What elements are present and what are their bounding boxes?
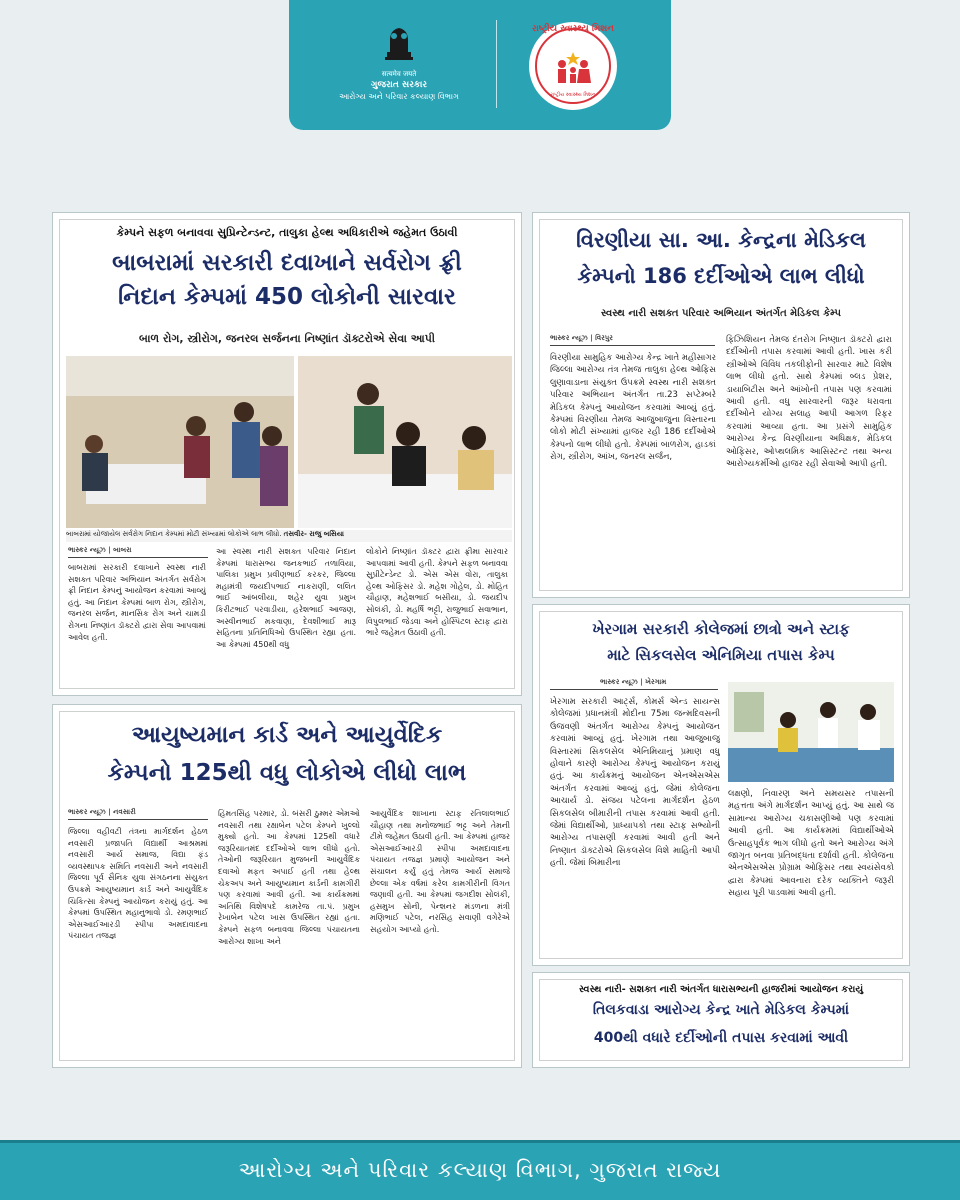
footer-banner: [0, 1140, 960, 1200]
article-navsari-column-2: હિંમતસિંહ પરમાર, ડો. બંસરી ઠુમ્મર એમઓ નવસારી તથા રક્ષાબેન પટેલ કેમ્પને ખુલ્લો મુક્યો હતો. આ કેમ્પમાં 125થી વધારે જરૂરિયાતમંદ દર્દીઓએ લાભ લીધો હતો. તેઓની જરૂરિયાત મુજબની આયુર્વેદિક દવાઓ મફત અપાઈ હતી તથા હેલ્થ ચેકઅપ અને આયુષ્યમાન કાર્ડની કામગીરી પણ કરવામાં આવી હતી. આ કાર્યક્રમમાં અતિથિ વિશેષપદે કામરેજ તા.પં. પ્રમુખ રેખાબેન પટેલ ખાસ ઉપસ્થિત રહ્યાં હતા. કેમ્પને સફળ બનાવવા જિલ્લા પંચાયતના આરોગ્ય શાખા અને: [218, 809, 360, 946]
article-babra-headline-1: બાબરામાં સરકારી દવાખાને સર્વરોગ ફ્રી: [112, 250, 462, 276]
article-navsari-headline-1: આયુષ્યમાન કાર્ડ અને આયુર્વેદિક: [131, 722, 443, 748]
article-viraniya-column-2: ફિઝિશિયન તેમજ દંતરોગ નિષ્ણાત ડૉક્ટરો દ્વારા દર્દીઓની તપાસ કરવામાં આવી હતી. ખાસ કરી સ્ત્રીઓએ વિવિધ તકલીફોની સારવાર માટે વિશેષ લાભ લીધો હતો. સાથે કેમ્પમાં બ્લડ પ્રેશર, ડાયાબિટીસ અને આંખોની તપાસ પણ કરવામાં આવી હતી. વધુ સારવારની જરૂર ધરાવતા દર્દીઓને યોગ્ય સલાહ આપી આગળ રિફર કરવામાં આવ્યા હતા. આ પ્રસંગે સામુહિક આરોગ્ય કેન્દ્ર વિરણીયાના અધિક્ષક, મેડિકલ ઓફિસર, ઓપ્થલમિક આસિસ્ટન્ટ તથા અન્ય આરોગ્યકર્મીઓ હાજર રહી સેવાઓ આપી હતી.: [726, 335, 892, 470]
article-navsari-byline-rule: [68, 819, 208, 820]
camp-registration-photo: [66, 356, 294, 528]
article-babra-photo-caption: [66, 530, 512, 542]
article-babra-column-3: લોકોને નિષ્ણાંત ડૉક્ટર દ્વારા ફ્રીમા સારવાર આપવામાં આવી હતી. કેમ્પને સફળ બનાવવા સુપ્રીટેન્ડેન્ટ ડો. એસ એસ વોરા, તાલુકા હેલ્થ ઓફિસર ડો. મહેશ ગોહેલ, ડો. મોહિત ચૌહાણ, મહેશભાઈ બસીયા, ડો. જયદીપ સોલંકી, ડો. મહર્ષિ ભટ્ટી, રાજુભાઈ સવાભાન, વિપુલભાઈ જેડવા અને હોસ્પિટલ સ્ટાફ દ્વારા ભારે જહેમત ઉઠાવી હતી.: [366, 547, 508, 638]
article-khergam-byline: ભાસ્કર ન્યૂઝ | ખેરગામ: [600, 678, 667, 686]
nhm-logo-subtitle: રાષ્ટ્રીય સ્વાસ્થ્ય મિશન: [550, 92, 596, 98]
article-babra-subheadline: બાળ રોગ, સ્ત્રીરોગ, જનરલ સર્જનના નિષ્ણાંત ડૉક્ટરોએ સેવા આપી: [138, 332, 435, 345]
article-navsari-column-1: જિલ્લા વહીવટી તંત્રના માર્ગદર્શન હેઠળ નવસારી પ્રજાપતિ વિદ્યાર્થી આશ્રમમાં નવસારી આર્ય સમાજ, વિદ્યા ફંડ વ્યવસ્થાપક સમિતિ નવસારી અને નવસારી જિલ્લા પૂર્વ સૈનિક યુવા સંગઠનના સંયુક્ત ઉપક્રમે આયુષ્યમાન કાર્ડ અને આયુર્વેદિક ચિકિત્સા કેમ્પનું આયોજન કરાયું હતું. આ કેમ્પમાં ઉપસ્થિત મહાનુભાવો ડો. રમણભાઈ એસઆઈઆરડી સ્પીપા અમદાવાદના પંચાયત તજજ્ઞ: [68, 827, 208, 941]
article-viraniya-byline-rule: [550, 345, 715, 346]
article-navsari-headline-2: કેમ્પનો 125થી વધુ લોકોએ લીધો લાભ: [107, 760, 467, 786]
article-babra-column-1: બાબરામાં સરકારી દવાખાને સ્વસ્થ નારી સશક્ત પરિવાર અભિયાન અંતર્ગત સર્વરોગ ફ્રી નિદાન કેમ્પનું આયોજન કરવામાં આવ્યું હતું. આ નિદાન કેમ્પમાં બાળ રોગ, સ્ત્રીરોગ, જનરલ સર્જન, માનસિક રોગ અને ચામડી રોગના નિષ્ણાંત ડૉક્ટરો દ્વારા સેવા આપવામાં આવેલ હતી.: [68, 563, 206, 642]
article-babra-photo-left: [66, 356, 294, 528]
article-babra-headline-2: નિદાન કેમ્પમાં 450 લોકોની સારવાર: [118, 284, 456, 310]
article-viraniya-headline-2: કેમ્પનો 186 દર્દીઓએ લાભ લીધો: [577, 264, 865, 288]
article-viraniya-subheadline: સ્વસ્થ નારી સશક્ત પરિવાર અભિયાન અંતર્ગત મેડિકલ કેમ્પ: [601, 308, 841, 319]
sickle-cell-test-photo: [728, 682, 894, 782]
article-tilakwada: [532, 972, 910, 1068]
article-navsari-byline: ભાસ્કર ન્યૂઝ | નવસારી: [68, 808, 136, 816]
article-babra-column-2: આ સ્વસ્થ નારી સશક્ત પરિવાર નિદાન કેમ્પમાં ધારાસભ્ય જનકભાઈ તળાવિયા, પાલિકા પ્રમુખ પ્રવીણભાઈ કરકર, જિલ્લા મહામંત્રી જયદીપભાઈ નાકરાણી, લલિત ભાઈ આંબલીયા, શહેર યુવા પ્રમુખ કિરીટભાઈ પરવાડીયા, હરેશભાઈ આજણ, અસ્વીનભાઈ મકવાણા, દેવશીભાઈ મારૂ સહિતના પ્રતિનિધિઓ ઉપસ્થિત રહ્યા હતા. આ કેમ્પમાં 450થી વધુ: [216, 547, 356, 649]
ashoka-lion-icon: [382, 22, 416, 62]
article-viraniya-column-1: વિરણીયા સામુહિક આરોગ્ય કેન્દ્ર ખાતે મહીસાગર જિલ્લા આરોગ્ય તંત્ર તેમજ તાલુકા હેલ્થ ઓફિસ લુણાવાડાના સંયુક્ત ઉપક્રમે સ્વસ્થ નારી સશક્ત પરિવાર અભિયાન અંતર્ગત તા.23 સપ્ટેમ્બરે મેડિકલ કેમ્પનું આયોજન કરવામાં આવ્યું હતું. કેમ્પમાં વિરણીયા તેમજ આજુબાજુના વિસ્તારના લોકો મોટી સંખ્યામાં હાજર રહી 186 દર્દીઓએ કેમ્પનો લાભ લીધો હતો. કેમ્પમાં બાળરોગ, હાડકાં રોગ, સ્ત્રીરોગ, આંખ, જનરલ સર્જન,: [550, 353, 716, 463]
article-tilakwada-kicker: સ્વસ્થ નારી- સશક્ત નારી અંતર્ગત ધારાસભ્યની હાજરીમાં આયોજન કરાયું: [578, 984, 864, 995]
article-babra-kicker: કેમ્પને સફળ બનાવવા સુપ્રિન્ટેન્ડન્ટ, તાલુકા હેલ્થ અધિકારીએ જહેમત ઉઠાવી: [116, 226, 458, 239]
family-icon: [553, 50, 593, 86]
nhm-logo-title: રાષ્ટ્રીય સ્વાસ્થ્ય મિશન: [532, 24, 614, 34]
emblem-motto: सत्यमेव जयते: [381, 70, 417, 78]
article-babra-byline-rule: [68, 557, 208, 558]
article-babra-photo-right: [298, 356, 512, 528]
article-tilakwada-headline-1: તિલકવાડા આરોગ્ય કેન્દ્ર ખાતે મેડિકલ કેમ્પમાં: [592, 1002, 850, 1018]
article-babra-byline: ભાસ્કર ન્યૂઝ | બાબરા: [68, 546, 132, 554]
article-babra-caption-credit: તસવીર- રાજુ બસિયા: [283, 530, 345, 538]
article-viraniya-byline: ભાસ્કર ન્યૂઝ | વિરપુર: [550, 334, 613, 342]
article-viraniya-headline-1: વિરણીયા સા. આ. કેન્દ્રના મેડિકલ: [576, 228, 866, 252]
footer-department-name: આરોગ્ય અને પરિવાર કલ્યાણ વિભાગ, ગુજરાત રાજ્ય: [238, 1158, 722, 1182]
doctors-consulting-photo: [298, 356, 512, 528]
article-viraniya: [532, 212, 910, 598]
footer-accent-bar: [0, 1140, 960, 1143]
article-khergam-column-2: લક્ષણો, નિવારણ અને સમયસર તપાસની મહત્તતા અંગે માર્ગદર્શન આપ્યું હતું. આ સાથે જ સામાન્ય આરોગ્ય ચકાસણીઓ પણ કરવામાં આવી હતી. આ કાર્યક્રમમાં વિદ્યાર્થીઓએ ઉત્સાહપૂર્વક ભાગ લીધો હતો અને આરોગ્ય અંગે જાગૃત બનવા પ્રતિબદ્ધતા દર્શાવી હતી. કોલેજના એનએસએસ પ્રોગ્રામ ઓફિસર તથા સ્વયંસેવકો દ્વારા કેમ્પમાં આવનારા દરેક વ્યક્તિને જરૂરી સહાય પૂરી પાડવામાં આવી હતી.: [728, 789, 894, 899]
emblem-government: ગુજરાત સરકાર: [370, 80, 428, 90]
article-tilakwada-headline-2: 400થી વધારે દર્દીઓની તપાસ કરવામાં આવી: [593, 1030, 849, 1046]
article-babra-caption-text: બાબરામાં યોજાયેલ સર્વરોગ નિદાન કેમ્પમાં મોટી સંખ્યામાં લોકોએ લાભ લીધો.: [66, 530, 282, 538]
header-banner: [289, 0, 671, 130]
gujarat-emblem: [319, 22, 479, 103]
article-khergam-headline-2: માટે સિકલસેલ એનિમિયા તપાસ કેમ્પ: [607, 646, 835, 664]
article-khergam-byline-rule: [550, 689, 718, 690]
article-navsari-column-3: આયુર્વેદિક શાખાના સ્ટાફ રતિલાલભાઈ ચૌહાણ તથા મનોજભાઈ ભટ્ટ અને તેમની ટીમે જહેમત ઉઠાવી હતી. આ કેમ્પમાં હાજર એસઆઈઆરડી સ્પીપા અમદાવાદના પંચાયત તજજ્ઞ પ્રમાણે આયોજન અને સંચાલન કર્યું હતું તેમજ આર્ય સમાજે છેલ્લા એક વર્ષમાં કરેલ કામગીરીની વિગત જણાવી હતી. આ કેમ્પમાં જગદીશ સોલંકી, હસમુખ સોની, પેન્શનર મંડળના મંત્રી મણિભાઈ પટેલ, નરસિંહ સવાણી વગેરેએ સહયોગ આપ્યો હતો.: [370, 809, 510, 934]
header-divider: [496, 20, 497, 108]
article-navsari: [52, 704, 522, 1068]
article-khergam-column-1: ખેરગામ સરકારી આર્ટ્સ, કોમર્સ એન્ડ સાયન્સ કોલેજમાં પ્રધાનમંત્રી મોદીના 75મા જન્મદિવસની ઉજવણી અંતર્ગત આરોગ્ય કેમ્પનું આયોજન કરવામાં આવ્યું હતું. ખેરગામ તથા આજુબાજુ વિસ્તારમાં સિકલસેલ એનિમિયાનું પ્રમાણ વધુ હોવાને કારણે આરોગ્ય કેમ્પનું આયોજન કરાયું હતું. આ કાર્યક્રમનું આયોજન એનએસએસ અંતર્ગત કરવામાં આવ્યું હતું, જેમાં કોલેજના આચાર્ય ડો. સંજય પટેલના માર્ગદર્શન હેઠળ સિકલસેલ બીમારીની તપાસ કરવામાં આવી હતી. જેમાં વિદ્યાર્થીઓ, પ્રાધ્યાપકો તથા સ્ટાફ સભ્યોની આરોગ્ય તપાસણી કરવામાં આવી હતી અને નિષ્ણાત ડૉક્ટરોએ સિકલસેલ વિશે માહિતી આપી હતી. જેમાં બિમારીના: [550, 697, 720, 869]
article-khergam-headline-1: ખેરગામ સરકારી કોલેજમાં છાત્રો અને સ્ટાફ: [592, 620, 850, 638]
nhm-logo: [529, 22, 617, 110]
article-khergam-photo: [728, 682, 894, 782]
article-babra: [52, 212, 522, 696]
article-khergam: [532, 604, 910, 966]
emblem-department: આરોગ્ય અને પરિવાર કલ્યાણ વિભાગ: [339, 92, 459, 101]
